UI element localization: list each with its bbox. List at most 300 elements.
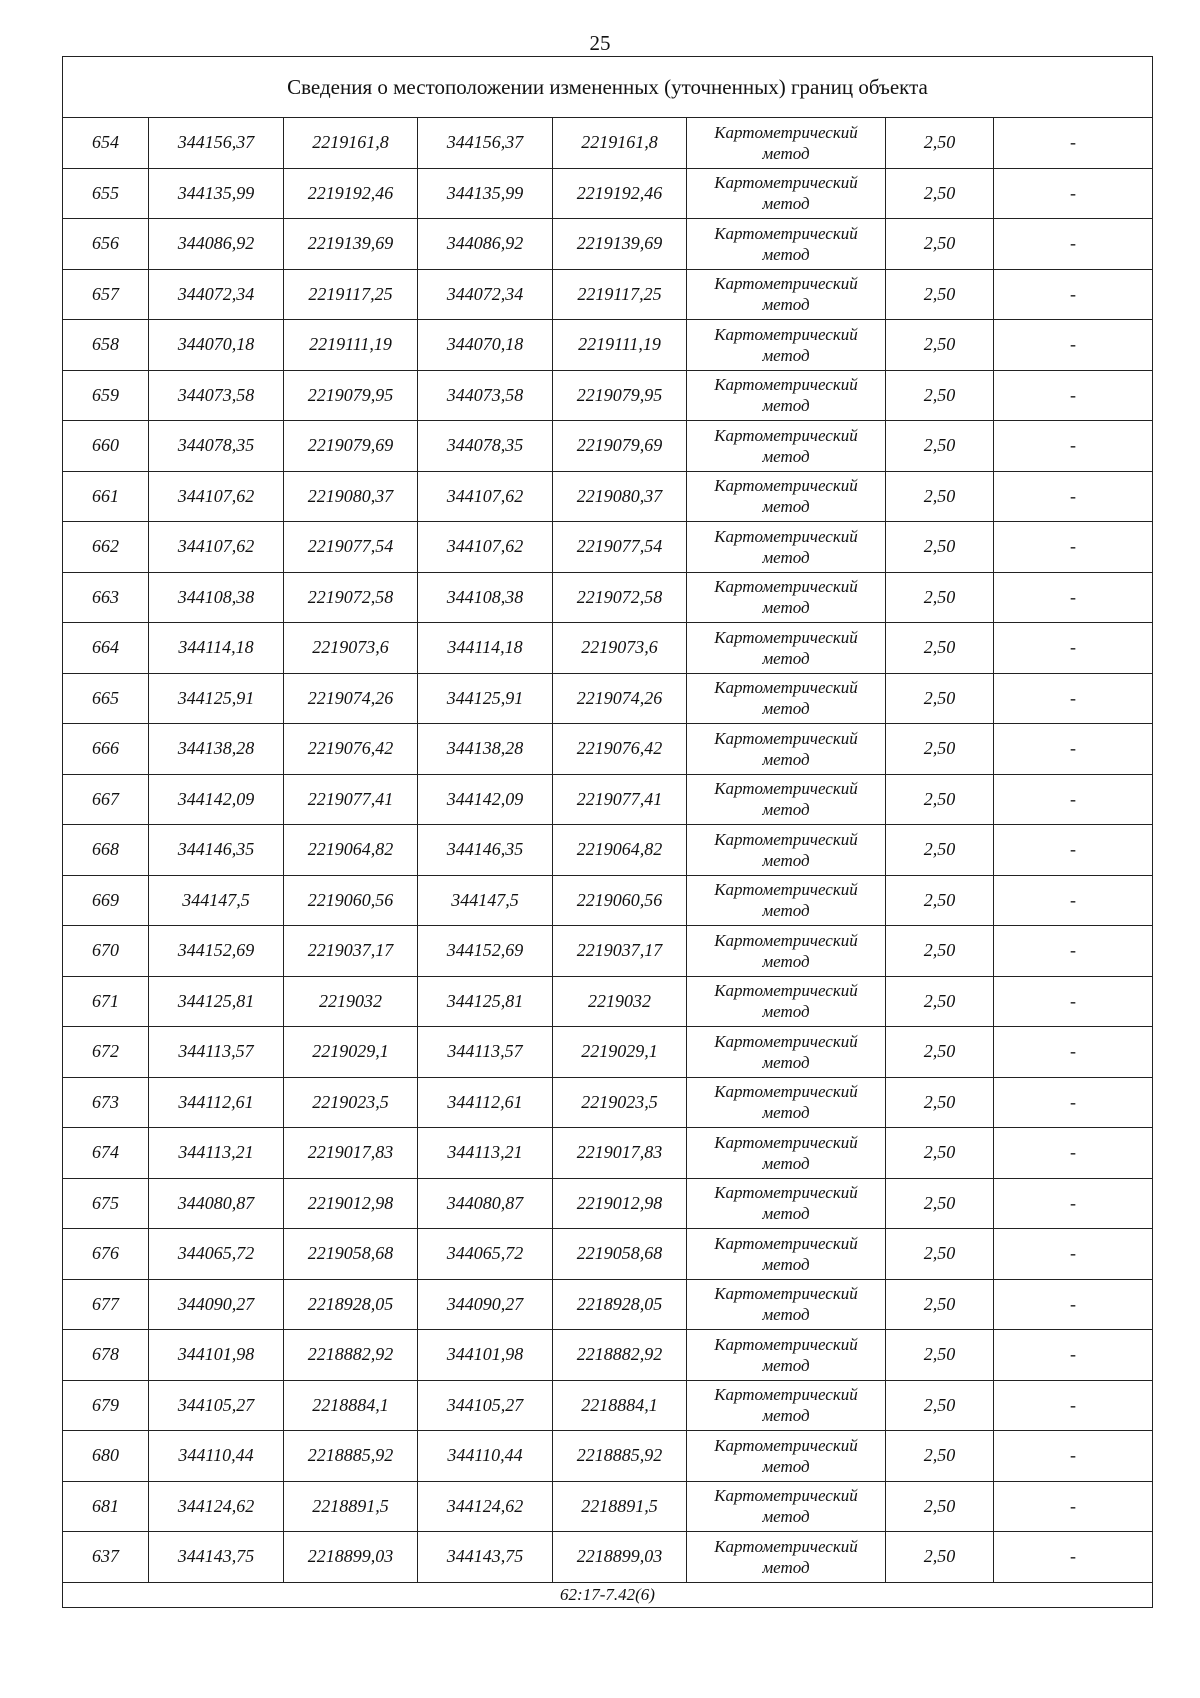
method-line-1: Картометрический <box>714 1132 858 1152</box>
description-cell: - <box>994 976 1153 1027</box>
description-cell: - <box>994 1431 1153 1482</box>
accuracy-cell: 2,50 <box>886 269 994 320</box>
new-y-cell: 2219058,68 <box>553 1229 687 1280</box>
method-line-1: Картометрический <box>714 324 858 344</box>
new-y-cell: 2219076,42 <box>553 724 687 775</box>
new-x-cell: 344113,21 <box>418 1128 553 1179</box>
point-number-cell: 666 <box>63 724 149 775</box>
table-row <box>63 623 1153 674</box>
method-cell <box>687 1330 886 1381</box>
new-y-cell: 2219192,46 <box>553 168 687 219</box>
accuracy-cell: 2,50 <box>886 1229 994 1280</box>
method-cell <box>687 1431 886 1482</box>
new-y-cell: 2218882,92 <box>553 1330 687 1381</box>
new-x-cell: 344105,27 <box>418 1380 553 1431</box>
new-x-cell: 344147,5 <box>418 875 553 926</box>
method-line-2: метод <box>762 1456 810 1476</box>
method-line-2: метод <box>762 648 810 668</box>
old-y-cell: 2219079,69 <box>284 421 418 472</box>
accuracy-cell: 2,50 <box>886 976 994 1027</box>
old-y-cell: 2219079,95 <box>284 370 418 421</box>
method-line-2: метод <box>762 699 810 719</box>
old-y-cell: 2218899,03 <box>284 1532 418 1583</box>
point-number-cell: 655 <box>63 168 149 219</box>
description-cell: - <box>994 219 1153 270</box>
method-cell <box>687 724 886 775</box>
old-x-cell: 344125,91 <box>149 673 284 724</box>
old-x-cell: 344138,28 <box>149 724 284 775</box>
new-x-cell: 344101,98 <box>418 1330 553 1381</box>
new-x-cell: 344138,28 <box>418 724 553 775</box>
method-cell <box>687 320 886 371</box>
method-cell <box>687 1481 886 1532</box>
method-cell <box>687 219 886 270</box>
method-line-1: Картометрический <box>714 1536 858 1556</box>
new-y-cell: 2219012,98 <box>553 1178 687 1229</box>
old-y-cell: 2219064,82 <box>284 825 418 876</box>
method-cell <box>687 269 886 320</box>
accuracy-cell: 2,50 <box>886 875 994 926</box>
method-line-2: метод <box>762 497 810 517</box>
method-line-1: Картометрический <box>714 678 858 698</box>
point-number-cell: 660 <box>63 421 149 472</box>
new-y-cell: 2218884,1 <box>553 1380 687 1431</box>
point-number-cell: 674 <box>63 1128 149 1179</box>
method-line-2: метод <box>762 1355 810 1375</box>
description-cell: - <box>994 370 1153 421</box>
new-y-cell: 2219072,58 <box>553 572 687 623</box>
method-cell <box>687 976 886 1027</box>
method-line-2: метод <box>762 951 810 971</box>
method-line-1: Картометрический <box>714 981 858 1001</box>
method-line-2: метод <box>762 1305 810 1325</box>
new-y-cell: 2219139,69 <box>553 219 687 270</box>
accuracy-cell: 2,50 <box>886 118 994 169</box>
method-line-2: метод <box>762 749 810 769</box>
description-cell: - <box>994 269 1153 320</box>
description-cell: - <box>994 673 1153 724</box>
method-line-1: Картометрический <box>714 1284 858 1304</box>
point-number-cell: 676 <box>63 1229 149 1280</box>
accuracy-cell: 2,50 <box>886 1532 994 1583</box>
point-number-cell: 673 <box>63 1077 149 1128</box>
method-line-2: метод <box>762 1406 810 1426</box>
old-x-cell: 344147,5 <box>149 875 284 926</box>
description-cell: - <box>994 1532 1153 1583</box>
table-row <box>63 1532 1153 1583</box>
point-number-cell: 675 <box>63 1178 149 1229</box>
method-line-2: метод <box>762 1204 810 1224</box>
method-line-2: метод <box>762 345 810 365</box>
table-row <box>63 118 1153 169</box>
description-cell: - <box>994 572 1153 623</box>
accuracy-cell: 2,50 <box>886 471 994 522</box>
description-cell: - <box>994 1380 1153 1431</box>
description-cell: - <box>994 1128 1153 1179</box>
description-cell: - <box>994 1279 1153 1330</box>
method-cell <box>687 825 886 876</box>
table-row <box>63 1431 1153 1482</box>
point-number-cell: 679 <box>63 1380 149 1431</box>
method-line-2: метод <box>762 1507 810 1527</box>
description-cell: - <box>994 875 1153 926</box>
point-number-cell: 669 <box>63 875 149 926</box>
table-row <box>63 471 1153 522</box>
table-row <box>63 572 1153 623</box>
new-x-cell: 344143,75 <box>418 1532 553 1583</box>
old-x-cell: 344156,37 <box>149 118 284 169</box>
method-line-1: Картометрический <box>714 1082 858 1102</box>
old-x-cell: 344078,35 <box>149 421 284 472</box>
point-number-cell: 672 <box>63 1027 149 1078</box>
old-y-cell: 2219111,19 <box>284 320 418 371</box>
method-line-2: метод <box>762 547 810 567</box>
method-line-1: Картометрический <box>714 375 858 395</box>
method-cell <box>687 522 886 573</box>
old-y-cell: 2218928,05 <box>284 1279 418 1330</box>
new-y-cell: 2219074,26 <box>553 673 687 724</box>
new-y-cell: 2219023,5 <box>553 1077 687 1128</box>
method-line-1: Картометрический <box>714 577 858 597</box>
new-y-cell: 2218885,92 <box>553 1431 687 1482</box>
table-row <box>63 320 1153 371</box>
method-line-2: метод <box>762 800 810 820</box>
new-x-cell: 344108,38 <box>418 572 553 623</box>
old-x-cell: 344090,27 <box>149 1279 284 1330</box>
accuracy-cell: 2,50 <box>886 673 994 724</box>
new-x-cell: 344107,62 <box>418 471 553 522</box>
new-y-cell: 2219161,8 <box>553 118 687 169</box>
method-line-1: Картометрический <box>714 779 858 799</box>
new-y-cell: 2219060,56 <box>553 875 687 926</box>
method-line-2: метод <box>762 1103 810 1123</box>
description-cell: - <box>994 774 1153 825</box>
method-line-1: Картометрический <box>714 1183 858 1203</box>
method-cell <box>687 118 886 169</box>
new-x-cell: 344142,09 <box>418 774 553 825</box>
old-x-cell: 344113,21 <box>149 1128 284 1179</box>
method-cell <box>687 168 886 219</box>
new-x-cell: 344113,57 <box>418 1027 553 1078</box>
old-x-cell: 344112,61 <box>149 1077 284 1128</box>
table-row <box>63 522 1153 573</box>
description-cell: - <box>994 724 1153 775</box>
accuracy-cell: 2,50 <box>886 1330 994 1381</box>
table-row <box>63 1279 1153 1330</box>
table-row <box>63 1077 1153 1128</box>
accuracy-cell: 2,50 <box>886 572 994 623</box>
method-line-1: Картометрический <box>714 526 858 546</box>
accuracy-cell: 2,50 <box>886 1279 994 1330</box>
boundary-coordinates-table <box>62 56 1153 1608</box>
new-x-cell: 344124,62 <box>418 1481 553 1532</box>
point-number-cell: 658 <box>63 320 149 371</box>
method-line-1: Картометрический <box>714 223 858 243</box>
method-line-1: Картометрический <box>714 1031 858 1051</box>
table-row <box>63 168 1153 219</box>
new-y-cell: 2219017,83 <box>553 1128 687 1179</box>
method-line-2: метод <box>762 1002 810 1022</box>
new-y-cell: 2219037,17 <box>553 926 687 977</box>
table-row <box>63 1380 1153 1431</box>
point-number-cell: 668 <box>63 825 149 876</box>
description-cell: - <box>994 471 1153 522</box>
old-x-cell: 344070,18 <box>149 320 284 371</box>
table-row <box>63 673 1153 724</box>
old-x-cell: 344124,62 <box>149 1481 284 1532</box>
old-y-cell: 2219076,42 <box>284 724 418 775</box>
method-line-1: Картометрический <box>714 930 858 950</box>
new-x-cell: 344070,18 <box>418 320 553 371</box>
point-number-cell: 657 <box>63 269 149 320</box>
description-cell: - <box>994 1330 1153 1381</box>
method-line-2: метод <box>762 143 810 163</box>
old-x-cell: 344065,72 <box>149 1229 284 1280</box>
new-y-cell: 2219064,82 <box>553 825 687 876</box>
method-cell <box>687 875 886 926</box>
old-x-cell: 344152,69 <box>149 926 284 977</box>
point-number-cell: 665 <box>63 673 149 724</box>
method-line-1: Картометрический <box>714 829 858 849</box>
table-row <box>63 219 1153 270</box>
accuracy-cell: 2,50 <box>886 1027 994 1078</box>
method-line-1: Картометрический <box>714 122 858 142</box>
accuracy-cell: 2,50 <box>886 370 994 421</box>
accuracy-cell: 2,50 <box>886 774 994 825</box>
method-line-2: метод <box>762 396 810 416</box>
method-line-2: метод <box>762 1557 810 1577</box>
description-cell: - <box>994 825 1153 876</box>
method-cell <box>687 1178 886 1229</box>
old-y-cell: 2219117,25 <box>284 269 418 320</box>
new-x-cell: 344125,81 <box>418 976 553 1027</box>
method-line-1: Картометрический <box>714 1435 858 1455</box>
old-x-cell: 344110,44 <box>149 1431 284 1482</box>
old-y-cell: 2219077,41 <box>284 774 418 825</box>
method-cell <box>687 774 886 825</box>
point-number-cell: 678 <box>63 1330 149 1381</box>
new-y-cell: 2219029,1 <box>553 1027 687 1078</box>
new-x-cell: 344078,35 <box>418 421 553 472</box>
old-x-cell: 344105,27 <box>149 1380 284 1431</box>
new-y-cell: 2219111,19 <box>553 320 687 371</box>
method-cell <box>687 471 886 522</box>
new-x-cell: 344090,27 <box>418 1279 553 1330</box>
accuracy-cell: 2,50 <box>886 421 994 472</box>
accuracy-cell: 2,50 <box>886 623 994 674</box>
point-number-cell: 664 <box>63 623 149 674</box>
method-cell <box>687 421 886 472</box>
method-cell <box>687 1077 886 1128</box>
method-cell <box>687 1128 886 1179</box>
method-cell <box>687 1229 886 1280</box>
old-y-cell: 2219032 <box>284 976 418 1027</box>
old-y-cell: 2219058,68 <box>284 1229 418 1280</box>
table-row <box>63 421 1153 472</box>
old-x-cell: 344072,34 <box>149 269 284 320</box>
new-x-cell: 344065,72 <box>418 1229 553 1280</box>
old-x-cell: 344086,92 <box>149 219 284 270</box>
new-x-cell: 344073,58 <box>418 370 553 421</box>
description-cell: - <box>994 1027 1153 1078</box>
new-y-cell: 2218891,5 <box>553 1481 687 1532</box>
old-x-cell: 344108,38 <box>149 572 284 623</box>
new-y-cell: 2219080,37 <box>553 471 687 522</box>
new-y-cell: 2219079,95 <box>553 370 687 421</box>
new-y-cell: 2218928,05 <box>553 1279 687 1330</box>
old-y-cell: 2219023,5 <box>284 1077 418 1128</box>
method-line-1: Картометрический <box>714 627 858 647</box>
accuracy-cell: 2,50 <box>886 219 994 270</box>
old-x-cell: 344143,75 <box>149 1532 284 1583</box>
old-x-cell: 344142,09 <box>149 774 284 825</box>
new-x-cell: 344114,18 <box>418 623 553 674</box>
description-cell: - <box>994 1178 1153 1229</box>
old-x-cell: 344073,58 <box>149 370 284 421</box>
table-row <box>63 1481 1153 1532</box>
old-y-cell: 2219072,58 <box>284 572 418 623</box>
new-y-cell: 2219073,6 <box>553 623 687 674</box>
old-y-cell: 2219017,83 <box>284 1128 418 1179</box>
old-y-cell: 2219029,1 <box>284 1027 418 1078</box>
new-x-cell: 344152,69 <box>418 926 553 977</box>
description-cell: - <box>994 623 1153 674</box>
old-y-cell: 2219139,69 <box>284 219 418 270</box>
old-y-cell: 2219073,6 <box>284 623 418 674</box>
table-title-row <box>63 57 1153 118</box>
point-number-cell: 659 <box>63 370 149 421</box>
old-x-cell: 344080,87 <box>149 1178 284 1229</box>
method-line-1: Картометрический <box>714 173 858 193</box>
method-cell <box>687 572 886 623</box>
new-y-cell: 2219117,25 <box>553 269 687 320</box>
description-cell: - <box>994 118 1153 169</box>
description-cell: - <box>994 1481 1153 1532</box>
method-line-1: Картометрический <box>714 880 858 900</box>
table-row <box>63 976 1153 1027</box>
method-line-2: метод <box>762 446 810 466</box>
old-y-cell: 2219037,17 <box>284 926 418 977</box>
method-line-2: метод <box>762 295 810 315</box>
new-x-cell: 344086,92 <box>418 219 553 270</box>
table-row <box>63 1178 1153 1229</box>
new-y-cell: 2219079,69 <box>553 421 687 472</box>
accuracy-cell: 2,50 <box>886 1077 994 1128</box>
accuracy-cell: 2,50 <box>886 926 994 977</box>
old-x-cell: 344125,81 <box>149 976 284 1027</box>
description-cell: - <box>994 522 1153 573</box>
point-number-cell: 662 <box>63 522 149 573</box>
table-row <box>63 1128 1153 1179</box>
old-y-cell: 2219192,46 <box>284 168 418 219</box>
method-cell <box>687 1279 886 1330</box>
table-footer-row <box>63 1582 1153 1607</box>
point-number-cell: 654 <box>63 118 149 169</box>
description-cell: - <box>994 168 1153 219</box>
new-x-cell: 344107,62 <box>418 522 553 573</box>
old-x-cell: 344114,18 <box>149 623 284 674</box>
method-cell <box>687 673 886 724</box>
point-number-cell: 670 <box>63 926 149 977</box>
old-y-cell: 2218882,92 <box>284 1330 418 1381</box>
method-line-2: метод <box>762 194 810 214</box>
old-x-cell: 344135,99 <box>149 168 284 219</box>
method-line-1: Картометрический <box>714 1334 858 1354</box>
new-x-cell: 344146,35 <box>418 825 553 876</box>
method-line-1: Картометрический <box>714 1233 858 1253</box>
point-number-cell: 656 <box>63 219 149 270</box>
accuracy-cell: 2,50 <box>886 168 994 219</box>
table-row <box>63 926 1153 977</box>
method-line-1: Картометрический <box>714 476 858 496</box>
table-row <box>63 825 1153 876</box>
method-cell <box>687 1380 886 1431</box>
method-cell <box>687 623 886 674</box>
new-y-cell: 2219077,41 <box>553 774 687 825</box>
method-line-2: метод <box>762 244 810 264</box>
point-number-cell: 637 <box>63 1532 149 1583</box>
new-x-cell: 344110,44 <box>418 1431 553 1482</box>
old-y-cell: 2219074,26 <box>284 673 418 724</box>
accuracy-cell: 2,50 <box>886 1431 994 1482</box>
table-row <box>63 1027 1153 1078</box>
old-x-cell: 344101,98 <box>149 1330 284 1381</box>
table-row <box>63 1229 1153 1280</box>
method-line-1: Картометрический <box>714 1486 858 1506</box>
method-line-1: Картометрический <box>714 274 858 294</box>
accuracy-cell: 2,50 <box>886 1380 994 1431</box>
table-row <box>63 774 1153 825</box>
table-row <box>63 269 1153 320</box>
method-line-2: метод <box>762 598 810 618</box>
method-line-1: Картометрический <box>714 1385 858 1405</box>
old-y-cell: 2219161,8 <box>284 118 418 169</box>
new-x-cell: 344112,61 <box>418 1077 553 1128</box>
old-y-cell: 2219012,98 <box>284 1178 418 1229</box>
point-number-cell: 663 <box>63 572 149 623</box>
description-cell: - <box>994 926 1153 977</box>
method-cell <box>687 926 886 977</box>
new-x-cell: 344135,99 <box>418 168 553 219</box>
old-y-cell: 2219080,37 <box>284 471 418 522</box>
method-line-2: метод <box>762 1153 810 1173</box>
description-cell: - <box>994 421 1153 472</box>
point-number-cell: 677 <box>63 1279 149 1330</box>
accuracy-cell: 2,50 <box>886 320 994 371</box>
accuracy-cell: 2,50 <box>886 1178 994 1229</box>
method-line-2: метод <box>762 1052 810 1072</box>
description-cell: - <box>994 1229 1153 1280</box>
accuracy-cell: 2,50 <box>886 522 994 573</box>
new-x-cell: 344156,37 <box>418 118 553 169</box>
accuracy-cell: 2,50 <box>886 1128 994 1179</box>
description-cell: - <box>994 1077 1153 1128</box>
table-row <box>63 875 1153 926</box>
cadastral-number: 62:17-7.42(6) <box>63 1582 1153 1607</box>
old-y-cell: 2218891,5 <box>284 1481 418 1532</box>
new-x-cell: 344080,87 <box>418 1178 553 1229</box>
old-y-cell: 2218885,92 <box>284 1431 418 1482</box>
table-row <box>63 370 1153 421</box>
accuracy-cell: 2,50 <box>886 724 994 775</box>
description-cell: - <box>994 320 1153 371</box>
new-y-cell: 2219077,54 <box>553 522 687 573</box>
new-y-cell: 2219032 <box>553 976 687 1027</box>
old-x-cell: 344146,35 <box>149 825 284 876</box>
page-number: 25 <box>589 31 611 55</box>
old-x-cell: 344107,62 <box>149 471 284 522</box>
table-row <box>63 1330 1153 1381</box>
